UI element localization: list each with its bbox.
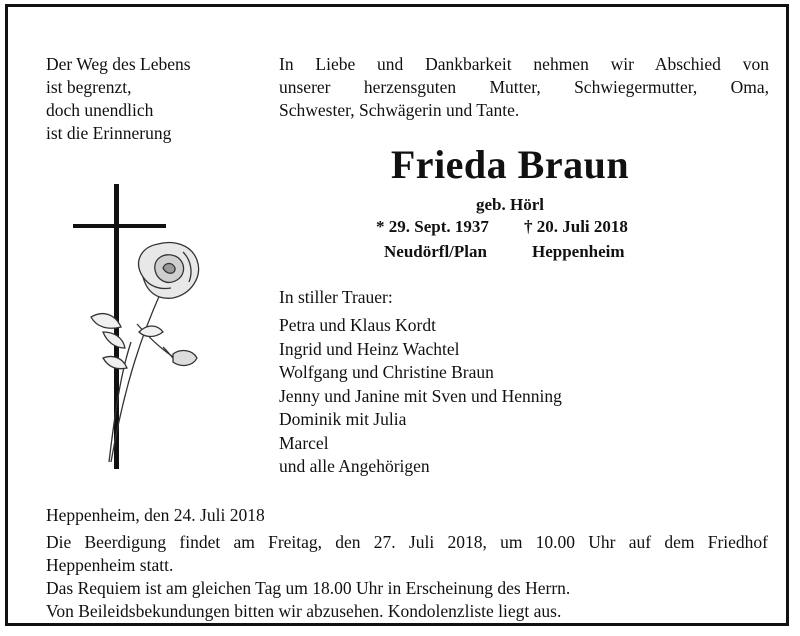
life-dates xyxy=(376,217,628,237)
burial-info: Die Beerdigung findet am Freitag, den 27. Juli 2018, um 10.00 Uhr auf dem Friedhof xyxy=(46,532,768,552)
poem-line: ist begrenzt, xyxy=(46,77,132,97)
mourners-list xyxy=(279,314,562,479)
poem-line: Der Weg des Lebens xyxy=(46,54,191,74)
deceased-name: Frieda Braun xyxy=(390,142,630,187)
birth-date: * 29. Sept. 1937 xyxy=(376,217,489,236)
memorial-poem xyxy=(46,53,191,145)
list-item: Ingrid und Heinz Wachtel xyxy=(279,338,460,359)
farewell-intro xyxy=(279,53,769,122)
place-date: Heppenheim, den 24. Juli 2018 xyxy=(46,505,265,525)
footer-notes xyxy=(46,504,768,623)
life-places xyxy=(384,242,625,262)
mourners-heading: In stiller Trauer: xyxy=(279,287,393,307)
list-item: Jenny und Janine mit Sven und Henning xyxy=(279,385,562,406)
list-item: Petra und Klaus Kordt xyxy=(279,315,436,335)
intro-line: In Liebe und Dankbarkeit nehmen wir Abschied von xyxy=(279,54,769,74)
intro-line: Schwester, Schwägerin und Tante. xyxy=(279,100,520,120)
requiem-info: Das Requiem ist am gleichen Tag um 18.00 Uhr in Erscheinung des Herrn. xyxy=(46,578,571,598)
list-item: und alle Angehörigen xyxy=(279,456,430,476)
obituary-notice xyxy=(5,4,789,626)
cross-rose-illustration xyxy=(63,182,223,472)
list-item: Dominik mit Julia xyxy=(279,409,407,429)
poem-line: doch unendlich xyxy=(46,100,154,120)
rose-icon xyxy=(91,243,199,462)
burial-info-cont: Heppenheim statt. xyxy=(46,555,174,575)
birth-name: geb. Hörl xyxy=(476,195,544,214)
birth-place: Neudörfl/Plan xyxy=(384,242,487,261)
list-item: Marcel xyxy=(279,432,329,453)
intro-line: unserer herzensguten Mutter, Schwiegermutter, Oma, xyxy=(279,77,769,97)
death-date: † 20. Juli 2018 xyxy=(524,217,628,236)
poem-line: ist die Erinnerung xyxy=(46,123,172,143)
list-item: Wolfgang und Christine Braun xyxy=(279,362,494,382)
death-place: Heppenheim xyxy=(532,242,625,261)
condolence-note: Von Beileidsbekundungen bitten wir abzusehen. Kondolenzliste liegt aus. xyxy=(46,601,562,621)
